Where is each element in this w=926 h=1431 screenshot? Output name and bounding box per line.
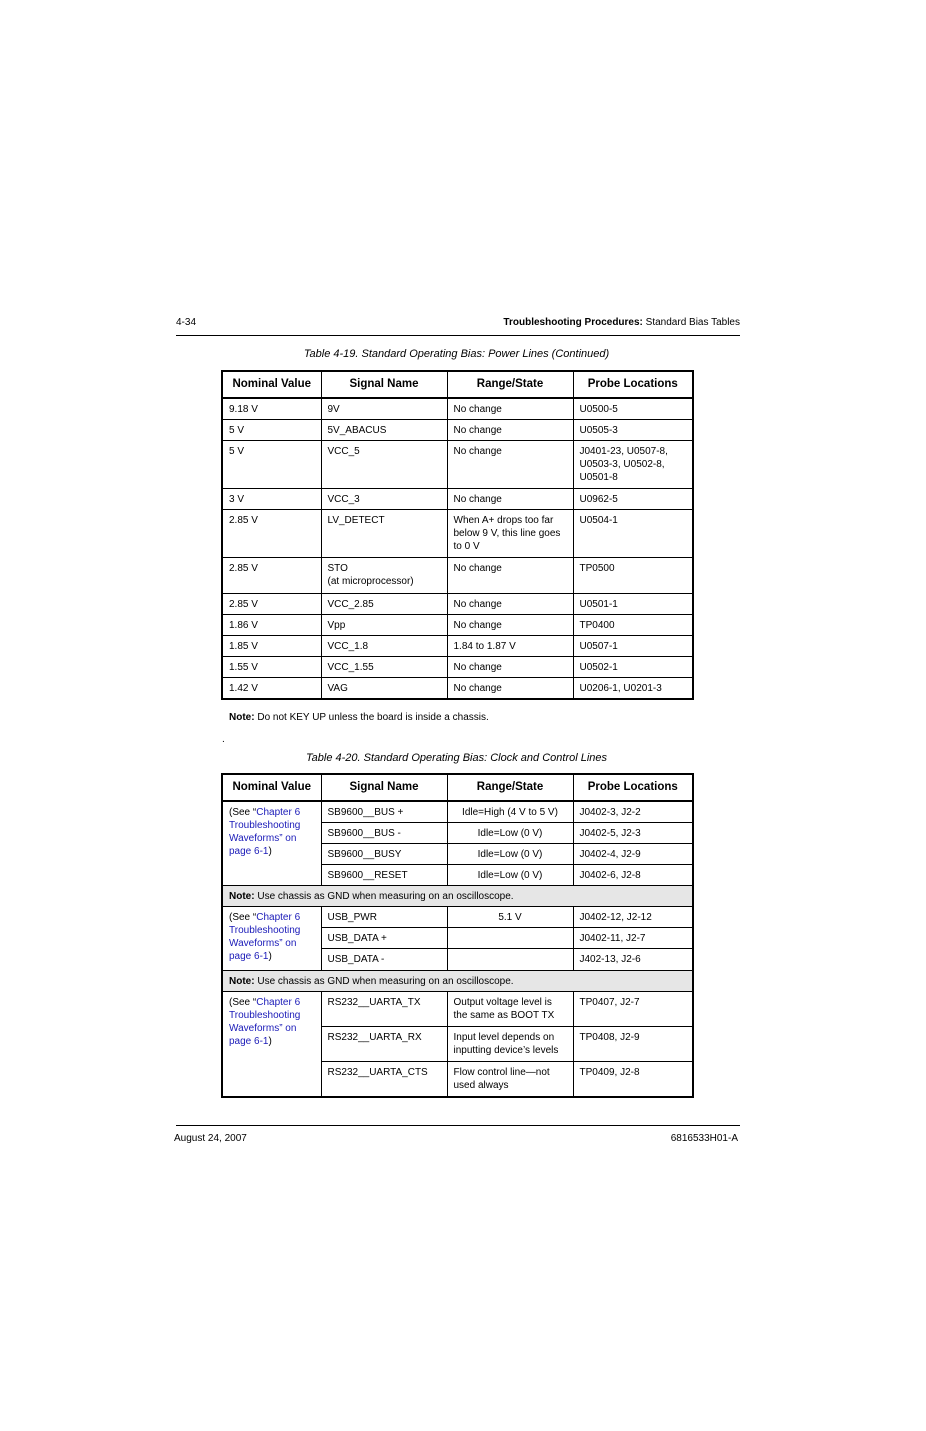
- cell-range: No change: [447, 678, 573, 700]
- cell-range: Flow control line—not used always: [447, 1062, 573, 1097]
- cell-signal: USB_PWR: [321, 907, 447, 928]
- cell-signal: Vpp: [321, 615, 447, 636]
- cell-signal: RS232__UARTA_RX: [321, 1027, 447, 1062]
- cell-signal: VCC_3: [321, 489, 447, 510]
- table-row: [222, 678, 693, 700]
- cell-nominal: 1.42 V: [222, 678, 321, 700]
- cell-signal: VCC_2.85: [321, 594, 447, 615]
- cell-range: 5.1 V: [447, 907, 573, 928]
- table-4-19-caption: Table 4-19. Standard Operating Bias: Power Lines (Continued): [303, 348, 610, 360]
- cell-range: No change: [447, 398, 573, 420]
- table-row: [222, 907, 693, 928]
- table-row: [222, 441, 693, 489]
- cell-signal: VCC_1.8: [321, 636, 447, 657]
- col-header-range: Range/State: [447, 371, 573, 398]
- cell-nominal: 2.85 V: [222, 510, 321, 558]
- table-row: [222, 558, 693, 594]
- cell-signal: [321, 558, 447, 594]
- cell-range: Idle=Low (0 V): [447, 823, 573, 844]
- cell-probe: J0402-5, J2-3: [573, 823, 693, 844]
- cell-signal: RS232__UARTA_CTS: [321, 1062, 447, 1097]
- see-prefix: (See “: [229, 997, 257, 1008]
- cell-range: Idle=High (4 V to 5 V): [447, 801, 573, 823]
- cell-range: No change: [447, 657, 573, 678]
- cell-probe: U0505-3: [573, 420, 693, 441]
- table-row: [222, 489, 693, 510]
- cell-signal: SB9600__BUS +: [321, 801, 447, 823]
- cell-probe: J0402-3, J2-2: [573, 801, 693, 823]
- cell-signal: VCC_5: [321, 441, 447, 489]
- table-header-row: [222, 371, 693, 398]
- cell-nominal: 2.85 V: [222, 558, 321, 594]
- cell-range: When A+ drops too far below 9 V, this line goes to 0 V: [447, 510, 573, 558]
- see-suffix: ): [268, 951, 272, 962]
- signal-sto-subtext: (at microprocessor): [327, 576, 414, 587]
- cell-range: No change: [447, 489, 573, 510]
- table-header-row: [222, 774, 693, 801]
- cell-signal: USB_DATA -: [321, 949, 447, 971]
- note-row: [222, 971, 693, 992]
- col-header-nominal: Nominal Value: [222, 774, 321, 801]
- cell-nominal: 1.55 V: [222, 657, 321, 678]
- cell-probe: J0401-23, U0507-8, U0503-3, U0502-8, U0501-8: [573, 441, 693, 489]
- cell-probe: U0206-1, U0201-3: [573, 678, 693, 700]
- see-chapter-cell: [222, 992, 321, 1097]
- cell-probe: TP0500: [573, 558, 693, 594]
- footer-doc-number: 6816533H01-A: [670, 1133, 738, 1144]
- chapter-6-link[interactable]: Chapter 6 Troubleshooting Waveforms” on page 6-1: [229, 997, 301, 1047]
- cell-range: Input level depends on inputting device’s levels: [447, 1027, 573, 1062]
- power-lines-table: [221, 370, 694, 700]
- col-header-probe: Probe Locations: [573, 371, 693, 398]
- cell-range: Output voltage level is the same as BOOT TX: [447, 992, 573, 1027]
- cell-nominal: 1.85 V: [222, 636, 321, 657]
- cell-nominal: 5 V: [222, 441, 321, 489]
- cell-signal: VAG: [321, 678, 447, 700]
- see-prefix: (See “: [229, 807, 257, 818]
- cell-nominal: 5 V: [222, 420, 321, 441]
- table-row: [222, 992, 693, 1027]
- cell-signal: 5V_ABACUS: [321, 420, 447, 441]
- col-header-signal: Signal Name: [321, 774, 447, 801]
- cell-signal: USB_DATA +: [321, 928, 447, 949]
- cell-nominal: 9.18 V: [222, 398, 321, 420]
- see-prefix: (See “: [229, 912, 257, 923]
- cell-range: No change: [447, 420, 573, 441]
- cell-probe: J402-13, J2-6: [573, 949, 693, 971]
- cell-probe: TP0400: [573, 615, 693, 636]
- table-row: [222, 636, 693, 657]
- cell-probe: TP0408, J2-9: [573, 1027, 693, 1062]
- note-label: Note:: [229, 976, 255, 987]
- table-4-20-caption: Table 4-20. Standard Operating Bias: Clock and Control Lines: [305, 752, 608, 764]
- cell-probe: U0504-1: [573, 510, 693, 558]
- running-header-subsection: Standard Bias Tables: [642, 317, 740, 328]
- chapter-6-link[interactable]: Chapter 6 Troubleshooting Waveforms” on page 6-1: [229, 912, 301, 962]
- cell-range: Idle=Low (0 V): [447, 865, 573, 886]
- see-chapter-cell: [222, 801, 321, 886]
- note-text: Use chassis as GND when measuring on an oscilloscope.: [254, 891, 514, 902]
- signal-sto: STO: [327, 563, 348, 574]
- clock-control-lines-table: [221, 773, 694, 1098]
- cell-range: No change: [447, 615, 573, 636]
- table-row: [222, 398, 693, 420]
- oscilloscope-note: [222, 886, 693, 907]
- footer-rule: [176, 1125, 740, 1126]
- cell-probe: J0402-12, J2-12: [573, 907, 693, 928]
- cell-signal: LV_DETECT: [321, 510, 447, 558]
- col-header-nominal: Nominal Value: [222, 371, 321, 398]
- cell-signal: 9V: [321, 398, 447, 420]
- table-row: [222, 510, 693, 558]
- col-header-signal: Signal Name: [321, 371, 447, 398]
- cell-probe: TP0409, J2-8: [573, 1062, 693, 1097]
- oscilloscope-note: [222, 971, 693, 992]
- page-number: 4-34: [176, 317, 197, 328]
- cell-probe: U0507-1: [573, 636, 693, 657]
- see-suffix: ): [268, 846, 272, 857]
- cell-probe: U0962-5: [573, 489, 693, 510]
- cell-range: No change: [447, 441, 573, 489]
- cell-nominal: 3 V: [222, 489, 321, 510]
- cell-range: No change: [447, 594, 573, 615]
- cell-probe: J0402-11, J2-7: [573, 928, 693, 949]
- note-label: Note:: [229, 891, 255, 902]
- cell-probe: U0502-1: [573, 657, 693, 678]
- cell-signal: SB9600__BUS -: [321, 823, 447, 844]
- footer-date: August 24, 2007: [174, 1133, 247, 1144]
- cell-range: 1.84 to 1.87 V: [447, 636, 573, 657]
- cell-probe: J0402-4, J2-9: [573, 844, 693, 865]
- cell-nominal: 2.85 V: [222, 594, 321, 615]
- running-header: [503, 317, 740, 328]
- table-row: [222, 594, 693, 615]
- cell-probe: J0402-6, J2-8: [573, 865, 693, 886]
- cell-probe: TP0407, J2-7: [573, 992, 693, 1027]
- cell-signal: SB9600__RESET: [321, 865, 447, 886]
- see-suffix: ): [268, 1036, 272, 1047]
- header-rule: [176, 335, 740, 336]
- table-row: [222, 420, 693, 441]
- table-row: [222, 657, 693, 678]
- cell-signal: VCC_1.55: [321, 657, 447, 678]
- cell-range: [447, 928, 573, 949]
- separator-dot: .: [222, 734, 225, 745]
- table-row: [222, 615, 693, 636]
- col-header-range: Range/State: [447, 774, 573, 801]
- cell-range: [447, 949, 573, 971]
- cell-range: Idle=Low (0 V): [447, 844, 573, 865]
- cell-signal: RS232__UARTA_TX: [321, 992, 447, 1027]
- cell-probe: U0500-5: [573, 398, 693, 420]
- cell-range: No change: [447, 558, 573, 594]
- note-label: Note:: [229, 712, 255, 723]
- table-4-19-note: [229, 712, 489, 723]
- cell-nominal: 1.86 V: [222, 615, 321, 636]
- note-row: [222, 886, 693, 907]
- table-row: [222, 801, 693, 823]
- chapter-6-link[interactable]: Chapter 6 Troubleshooting Waveforms” on page 6-1: [229, 807, 301, 857]
- col-header-probe: Probe Locations: [573, 774, 693, 801]
- note-text: Do not KEY UP unless the board is inside a chassis.: [254, 712, 489, 723]
- cell-probe: U0501-1: [573, 594, 693, 615]
- see-chapter-cell: [222, 907, 321, 971]
- running-header-section: Troubleshooting Procedures:: [503, 317, 643, 328]
- cell-signal: SB9600__BUSY: [321, 844, 447, 865]
- note-text: Use chassis as GND when measuring on an oscilloscope.: [254, 976, 514, 987]
